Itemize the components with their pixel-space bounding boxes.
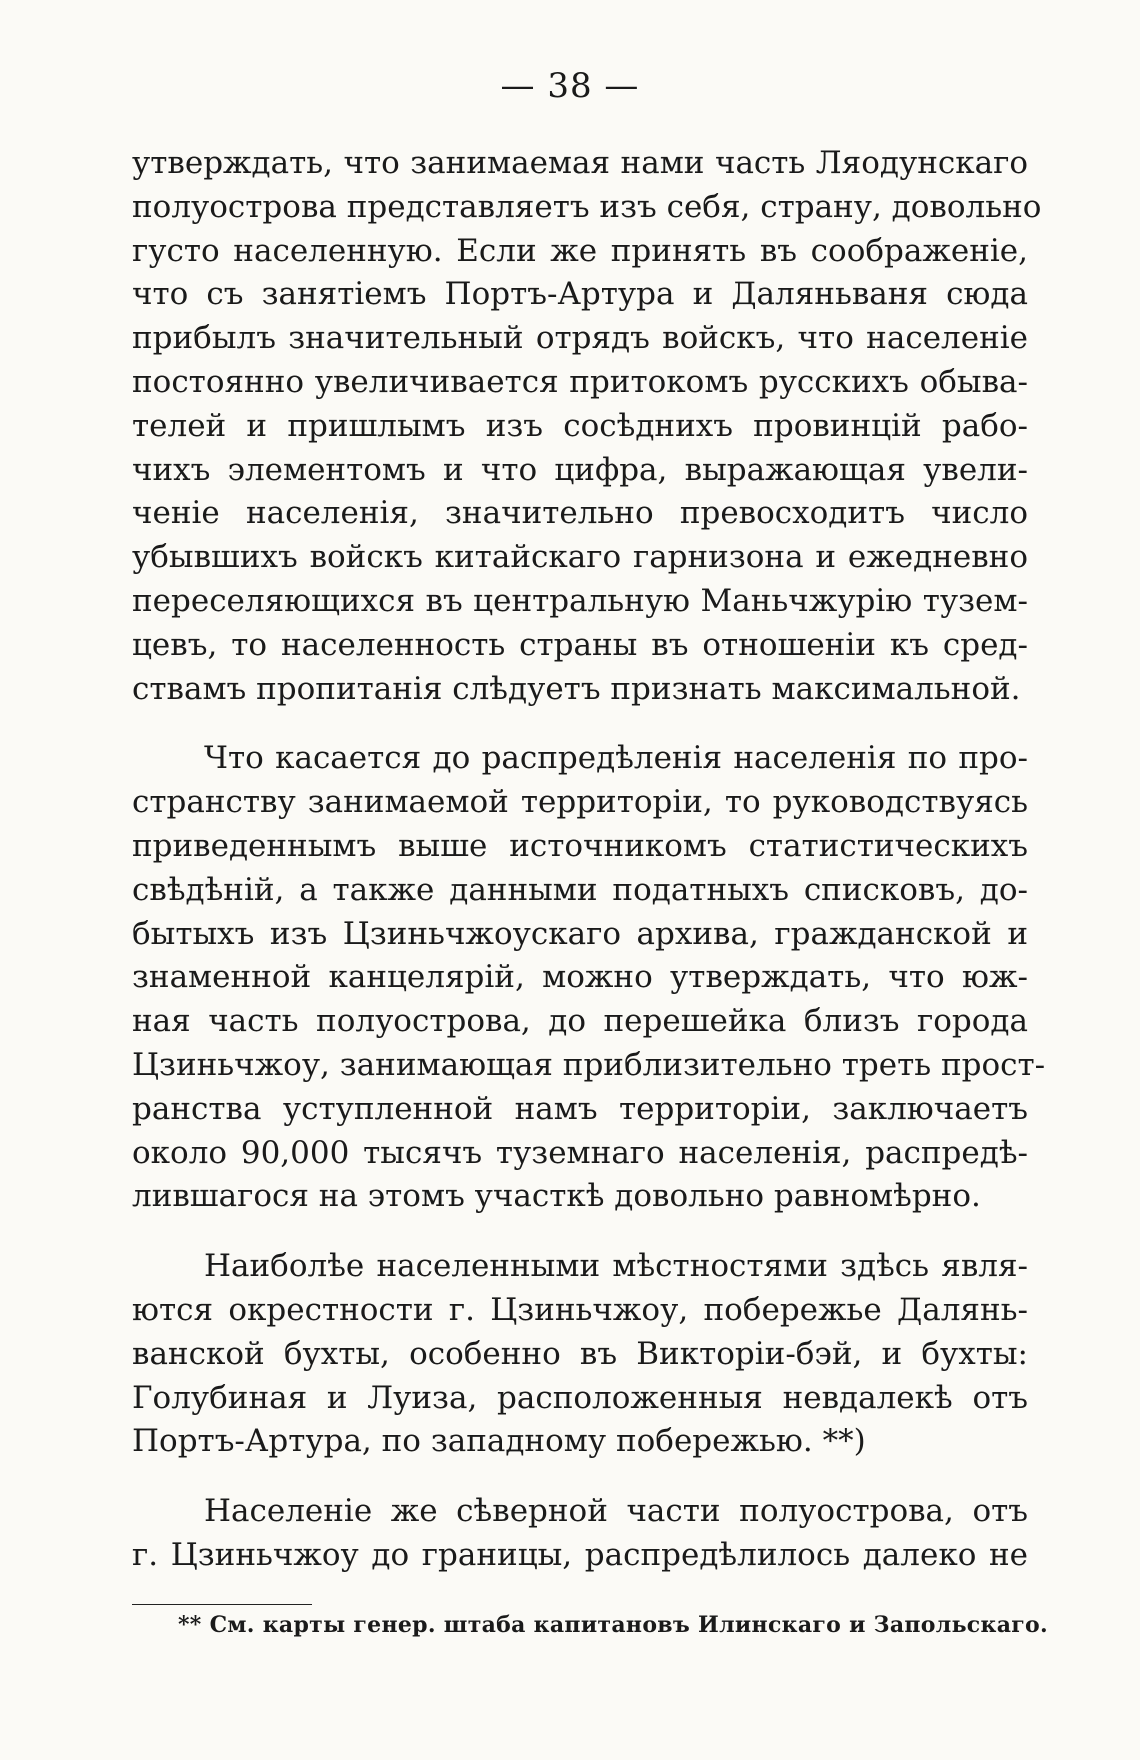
text-line: ченіе населенія, значительно превосходитъ число [132, 495, 1028, 532]
text-line: утверждать, что занимаемая нами часть Ляодунскаго [132, 145, 1028, 181]
text-line: ванской бухты, особенно въ Викторіи-бэй, и бухты: [132, 1335, 1028, 1372]
paragraph-2 [132, 737, 1046, 1219]
paragraph-4 [132, 1490, 1028, 1578]
text-line: Портъ-Артура, по западному побережью. **) [132, 1423, 866, 1460]
text-line: знаменной канцелярій, можно утверждать, что юж- [132, 959, 1028, 996]
text-line: Населеніе же сѣверной части полуострова, отъ [204, 1493, 1028, 1530]
text-line: Что касается до распредѣленія населенія по про- [204, 740, 1028, 777]
text-line: свѣдѣній, а также данными податныхъ списковъ, до- [132, 871, 1028, 908]
text-line: цевъ, то населенность страны въ отношеніи къ сред- [132, 626, 1028, 663]
text-line: густо населенную. Если же принять въ соображеніе, [132, 232, 1028, 269]
text-line: бытыхъ изъ Цзиньчжоускаго архива, гражданской и [132, 915, 1028, 952]
text-line: Цзиньчжоу, занимающая приблизительно треть прост- [132, 1046, 1046, 1083]
text-line: Голубиная и Луиза, расположенныя невдалекѣ отъ [132, 1379, 1028, 1416]
page-number: — 38 — [500, 66, 640, 106]
text-line: около 90,000 тысячъ туземнаго населенія, распредѣ- [132, 1134, 1028, 1171]
text-line: переселяющихся въ центральную Маньчжурію тузем- [132, 582, 1028, 619]
text-line: г. Цзиньчжоу до границы, распредѣлилось далеко не [132, 1536, 1028, 1573]
body-text [132, 142, 1046, 1578]
text-line: убывшихъ войскъ китайскаго гарнизона и ежедневно [132, 539, 1028, 576]
text-line: прибылъ значительный отрядъ войскъ, что населеніе [132, 320, 1028, 357]
text-line: ранства уступленной намъ территоріи, заключаетъ [132, 1090, 1028, 1127]
text-line: лившагося на этомъ участкѣ довольно равномѣрно. [132, 1178, 981, 1215]
text-line: постоянно увеличивается притокомъ русскихъ обыва- [132, 363, 1028, 400]
text-line: полуострова представляетъ изъ себя, страну, довольно [132, 188, 1042, 225]
text-line: ная часть полуострова, до перешейка близъ города [132, 1003, 1028, 1040]
text-line: Наиболѣе населенными мѣстностями здѣсь явля- [204, 1248, 1028, 1285]
paragraph-3 [132, 1245, 1028, 1464]
text-line: приведеннымъ выше источникомъ статистическихъ [132, 827, 1028, 864]
text-line: чихъ элементомъ и что цифра, выражающая увели- [132, 451, 1028, 488]
text-line: телей и пришлымъ изъ сосѣднихъ провинцій рабо- [132, 407, 1028, 444]
text-line: ются окрестности г. Цзиньчжоу, побережье Далянь- [132, 1291, 1028, 1328]
footnote-divider [132, 1604, 312, 1605]
footnote: ** См. карты генер. штаба капитановъ Илинскаго и Запольскаго. [178, 1612, 1048, 1638]
text-line: странству занимаемой территоріи, то руководствуясь [132, 784, 1028, 821]
text-line: ствамъ пропитанія слѣдуетъ признать максимальной. [132, 670, 1021, 707]
text-line: что съ занятіемъ Портъ-Артура и Даляньваня сюда [132, 276, 1028, 313]
paragraph-1 [132, 142, 1042, 711]
